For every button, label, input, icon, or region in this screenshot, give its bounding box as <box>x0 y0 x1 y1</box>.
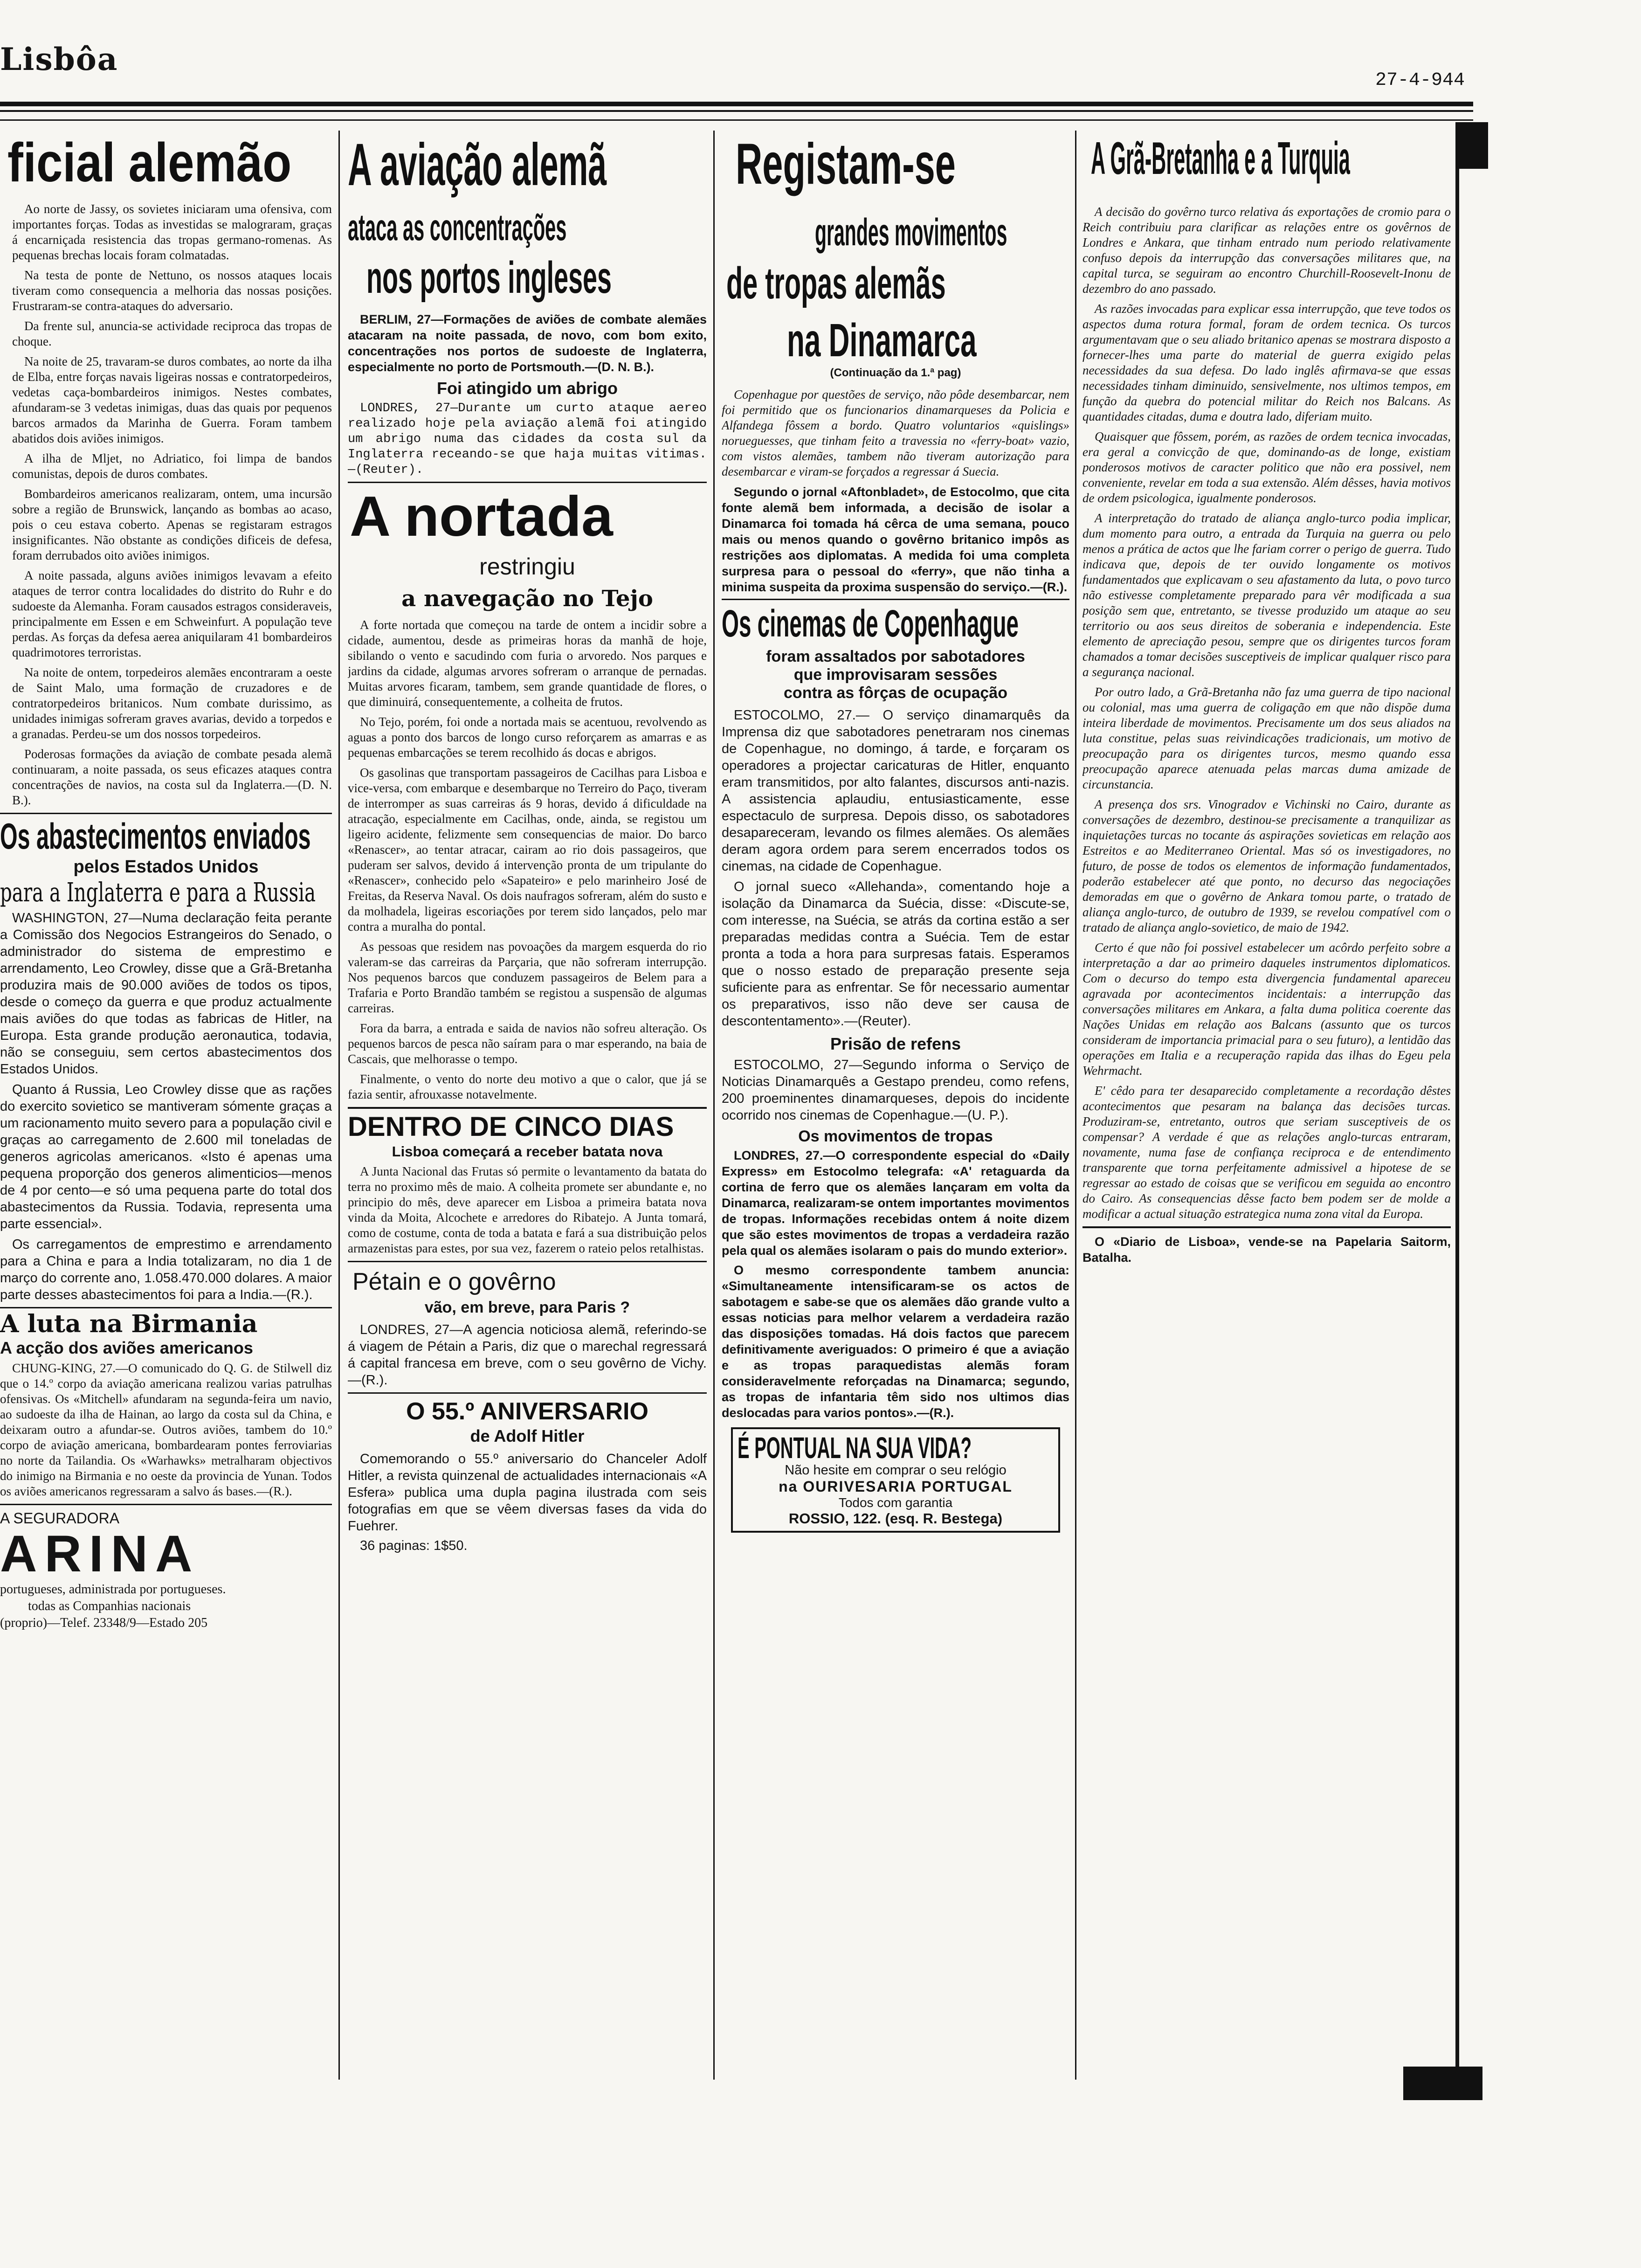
gra-bretanha-paragraph: Certo é que não foi possivel estabelecer um acôrdo perfeito sobre a interpretação a dar ao primeiro daqueles instrumentos diplomaticos. Com o decurso do tempo esta divergencia fundamental apareceu agravada por acontecimentos incidentais: a interrupção das conversações militares em Ankara, a falta duma politica coerente das Nações Unidas em relação aos Balcans (assunto que os turcos consideram de importancia primacial para o seu futuro), a lentidão das operações em Italia e a recuperação rapida das ilhas do Egeu pela Wehrmacht. <box>1083 940 1451 1078</box>
aviacao-subheading-2: nos portos ingleses <box>366 253 612 303</box>
ourivesaria-ad-line4: ROSSIO, 122. (esq. R. Bestega) <box>788 1510 1003 1527</box>
gra-bretanha-headline: A Grã-Bretanha e a Turquia <box>1091 135 1350 184</box>
col2-divider-4 <box>348 1392 707 1394</box>
nortada-paragraph: As pessoas que residem nas povoações da margem esquerda do rio valeram-se das carreiras da Parçaria, que não sofreram interrupção. Nos pequenos barcos que conduzem passageiros de Belem para a Trafaria e Porto Brandão também se registou a suspensão de algumas carreiras. <box>348 940 707 1015</box>
col1-paragraph: Poderosas formações da aviação de combate pesada alemã continuaram, a noite passada, os seus eficazes ataques contra concentrações de navios, na costa sul da Inglaterra.—(D. N. B.). <box>12 747 332 807</box>
birmania-subheading: A acção dos aviões americanos <box>0 1338 253 1357</box>
seguradora-ad <box>0 1510 332 1632</box>
cinemas-subheading-1: foram assaltados por sabotadores <box>766 648 1025 665</box>
movimentos-paragraph: LONDRES, 27.—O correspondente especial do «Daily Express» em Estocolmo telegrafa: «A' retaguarda da cortina de ferro que os alemães lançaram em volta da Dinamarca, realizaram-se ontem importantes movimentos de tropas. Informações recebidas ontem á noite dizem que são estes movimentos de tropas a verdadeira razão pela qual os alemães isolaram o pais do mundo exterior». <box>722 1148 1069 1258</box>
ourivesaria-ad <box>731 1427 1060 1533</box>
col1-divider-3 <box>0 1504 332 1505</box>
cinemas-headline: Os cinemas de Copenhague <box>722 602 1019 645</box>
column-rule-1 <box>338 131 340 2080</box>
col2-divider-1 <box>348 482 707 483</box>
aniversario-price: 36 paginas: 1$50. <box>360 1538 468 1553</box>
aniversario-paragraph: Comemorando o 55.º aniversario do Chanceler Adolf Hitler, a revista quinzenal de actualidades internacionais «A Esfera» publica uma dupla pagina ilustrada com seis fotografias em que se vêem diversas fases da vida do Fuehrer. <box>348 1452 707 1534</box>
aviacao-headline: A aviação alemã <box>348 135 607 198</box>
nortada-subheading-1: restringiu <box>479 553 575 580</box>
gra-bretanha-paragraph: A presença dos srs. Vinogradov e Vichinski no Cairo, durante as conversações de dezembro, destinou-se precisamente a tranquilizar as inquietações turcas no tocante ás aspirações sovieticas em relação aos Estreitos e ao Mediterraneo Oriental. Mas só os investigadores, no futuro, de posse de todos os elementos de informação fundamentados, poderão estabelecer até que ponto, no decurso das negociações demoradas em que o govêrno de Ankara tomou parte, o tratado de aliança anglo-turco, de outubro de 1939, se revelou compatível com o tratado de aliança anglo-sovietico, de maio de 1942. <box>1083 797 1451 934</box>
seguradora-ad-line4: (proprio)—Telef. 23348/9—Estado 205 <box>0 1615 208 1630</box>
cinco-dias-headline: DENTRO DE CINCO DIAS <box>348 1112 674 1142</box>
aviacao-subheading-1: ataca as concentrações <box>348 207 567 248</box>
petain-subheading: vão, em breve, para Paris ? <box>424 1299 630 1316</box>
cinemas-paragraph: ESTOCOLMO, 27.— O serviço dinamarquês da Imprensa diz que sabotadores penetraram nos cinemas de Copenhague, no domingo, á tarde, e forçaram os operadores a projectar caricaturas de Hitler, enquanto eram transmitidos, por alto falantes, discursos anti-nazis. A assistencia aplaudiu, entusiasticamente, esse espectaculo de surpresa. Depois disso, os sabotadores desapareceram, levando os filmes alemães. Os alemães deram agora ordem para serem encerrados todos os cinemas, na cidade de Copenhague. <box>722 708 1069 874</box>
col2-divider-3 <box>348 1261 707 1262</box>
column-3 <box>722 135 1069 2080</box>
cinco-dias-subheading: Lisboa começará a receber batata nova <box>392 1143 663 1160</box>
aviacao-lead: BERLIM, 27—Formações de aviões de combate alemães atacaram na noite passada, de novo, com bom exito, concentrações nos portos de sudoeste de Inglaterra, especialmente no porto de Portsmouth.—(D. N. B.). <box>348 312 707 374</box>
col1-paragraph: Na testa de ponte de Nettuno, os nossos ataques locais tiveram como consequencia a melhoria das nossas posições. Frustraram-se contra-ataques do adversario. <box>12 268 332 313</box>
registam-continuation: (Continuação da 1.ª pag) <box>830 366 961 379</box>
col1-paragraph: Na noite de ontem, torpedeiros alemães encontraram a oeste de Saint Malo, uma formação de cruzadores e de contratorpedeiros britanicos. Num combate durissimo, as unidades inimigas sofreram graves avarias, devido a torpedos e a granadas. Perdeu-se um dos nossos torpedeiros. <box>12 665 332 741</box>
petain-paragraph: LONDRES, 27—A agencia noticiosa alemã, referindo-se á viagem de Pétain a Paris, diz que o marechal regressará á capital francesa em breve, com o seu govêrno de Vichy.—(R.). <box>348 1322 707 1388</box>
col1-paragraph: A ilha de Mljet, no Adriatico, foi limpa de bandos comunistas, depois de duros combates. <box>12 451 332 481</box>
col1-paragraph: Na noite de 25, travaram-se duros combates, ao norte da ilha de Elba, entre forças navais ligeiras nossas e contratorpedeiros, vedetas caça-bombardeiros inimigos. Nestes combates, afundaram-se 3 vedetas inimigas, duas das quais por pequenos barcos armados da Marinha de Guerra. Foram tambem abatidos dois aviões inimigos. <box>12 354 332 445</box>
column-2 <box>348 135 707 2080</box>
right-border-line <box>1455 169 1459 2067</box>
col1-paragraph: A noite passada, alguns aviões inimigos levavam a efeito ataques de terror contra localidades do distrito do Ruhr e do sudoeste da Alemanha. Foram causados estragos consideraveis, principalmente em Essen e em Schweinfurt. A população teve perdas. As forças da defesa aerea aniquilaram 41 bombardeiros quadrimotores terroristas. <box>12 568 332 659</box>
gra-bretanha-paragraph: E' cêdo para ter desaparecido completamente a recordação dêstes acontecimentos que pesaram na balança das decisões turcas. Produziram-se, entretanto, outros que seriam susceptiveis de os compensar? A verdade é que as relações anglo-turcas entraram, novamente, numa fase de confiança reciproca e de entendimento transparente que torna perfeitamente admissivel a hipotese de se regressar ao estado de coisas que se verificou em seguida ao encontro do Cairo. As consequencias dêsse facto bem podem ser de molde a modificar a actual situação estrategica numa zona vital da Europa. <box>1083 1084 1451 1221</box>
nortada-subheading-2: a navegação no Tejo <box>401 586 653 612</box>
column-rule-3 <box>1075 131 1076 2080</box>
gra-bretanha-paragraph: As razões invocadas para explicar essa interrupção, que teve todos os aspectos duma rotura formal, foram de ordem tecnica. Os turcos argumentavam que o seu aliado britanico apenas se mostrara disposto a fornecer-lhes uma parte do material de guerra exigido pelas necessidades da sua defesa. Do lado inglês afirmava-se que essas necessidades tinham diminuido, sensivelmente, nos ultimos tempos, em função da quebra do potencial militar do Reich nos Balcans. As quantidades citadas, duma e doutra lado, diferiam muito. <box>1083 302 1451 423</box>
col1-paragraph: Ao norte de Jassy, os sovietes iniciaram uma ofensiva, com importantes forças. Todas as investidas se malograram, graças á encarniçada resistencia das tropas germano-romenas. As pequenas brechas locais foram colmatadas. <box>12 202 332 262</box>
column-4 <box>1083 135 1451 2080</box>
aviacao-subheading-3: Foi atingido um abrigo <box>437 379 618 398</box>
abast-paragraph: Os carregamentos de emprestimo e arrendamento para a China e para a India totalizaram, no dia 1 de março do corrente ano, 1.058.470.000 dolares. A maior parte desses abastecimentos foi para a India.—(R.). <box>0 1237 332 1302</box>
registam-headline: Registam-se <box>736 135 956 196</box>
registam-subheading-2: de tropas alemãs <box>726 258 946 308</box>
abast-subheading-1: pelos Estados Unidos <box>73 857 259 877</box>
abast-headline: Os abastecimentos enviados <box>0 816 311 857</box>
seguradora-ad-line1: A SEGURADORA <box>0 1510 120 1527</box>
nortada-paragraph: Os gasolinas que transportam passageiros de Cacilhas para Lisboa e vice-versa, com embarque e desembarque no Terreiro do Paço, tiveram de interromper as suas carreiras ás 9 horas, devido á dificuldade na atracação, especialmente em Cacilhas, onde, ainda, se registou um ligeiro acidente, felizmente sem consequencias de maior. Do barco «Renascer», ao tentar atracar, cairam ao rio dois passageiros, que puderam ser salvos, devido á intervenção pronta de um tripulante do «Renascer», conhecido pelo «Sapateiro» e pelo marinheiro José de Freitas, da Reserva Naval. Os dois naufragos sofreram, além do susto e da molhadela, ligeiras escoriações por terem sido lançados, pelo mar contra a muralha do pontal. <box>348 766 707 933</box>
nortada-paragraph: A forte nortada que começou na tarde de ontem a incidir sobre a cidade, aumentou, desde as primeiras horas da manhã de hoje, sibilando o vento e sacudindo com furia o arvoredo. Nos parques e jardins da cidade, algumas arvores sofreram o arranque de pernadas. Muitas arvores ficaram, tambem, sem grande quantidade de flores, o que diminuirá, consequentemente, a colheita de frutos. <box>348 618 707 709</box>
column-rule-2 <box>713 131 715 2080</box>
masthead-paper-name: Lisbôa <box>0 41 118 77</box>
col1-divider-1 <box>0 813 332 814</box>
registam-subheading-1: grandes movimentos <box>815 211 1007 254</box>
col1-divider-2 <box>0 1307 332 1308</box>
col1-headline: ficial alemão <box>7 135 292 194</box>
ourivesaria-ad-line3: Todos com garantia <box>838 1495 953 1510</box>
col4-divider <box>1083 1226 1451 1228</box>
cinemas-subheading-2: que improvisaram sessões <box>793 666 998 684</box>
refens-headline: Prisão de refens <box>830 1034 961 1053</box>
masthead-rule-thin <box>0 110 1473 112</box>
aviacao-paragraph: LONDRES, 27—Durante um curto ataque aereo realizado hoje pela aviação alemã foi atingido um abrigo numa das cidades da costa sul da Inglaterra receando-se que haja muitas vitimas.—(Reuter). <box>348 401 707 477</box>
abast-article <box>0 910 332 1303</box>
col1-article <box>0 201 332 808</box>
masthead-rule-thick <box>0 102 1473 106</box>
refens-paragraph: ESTOCOLMO, 27—Segundo informa o Serviço de Noticias Dinamarquês a Gestapo prendeu, como refens, 200 proeminentes dinamarqueses, depois do incidente ocorrido nos cinemas de Copenhague.—(U. P.). <box>722 1058 1069 1123</box>
movimentos-headline: Os movimentos de tropas <box>798 1127 993 1145</box>
movimentos-paragraph-2: O mesmo correspondente tambem anuncia: «Simultaneamente intensificaram-se os actos de sabotagem e sabe-se que os alemães dão grande vulto a essas noticias para melhor velarem a verdadeira razão das disposições tomadas. Há dois factos que parecem definitivamente averiguados: O primeiro é que a aviação e as tropas paraquedistas alemãs foram consideravelmente reforçadas na Dinamarca; segundo, as tropas de infantaria têm sido nos ultimos dias deslocadas para varios pontos».—(R.). <box>722 1263 1069 1420</box>
ourivesaria-ad-headline: É PONTUAL NA SUA VIDA? <box>738 1431 972 1465</box>
col1-paragraph: Da frente sul, anuncia-se actividade reciproca das tropas de choque. <box>12 319 332 348</box>
aniversario-headline: O 55.º ANIVERSARIO <box>406 1398 648 1425</box>
gra-bretanha-paragraph: Quaisquer que fôssem, porém, as razões de ordem tecnica invocadas, era geral a convicção de que, dominando-as de longe, existiam ponderosos motivos de caracter politico que não era possivel, nem conveniente, revelar em toda a sua extensão. Além dêsses, havia motivos de ordem psicologica, igualmente ponderosos. <box>1083 429 1451 505</box>
cinemas-paragraph: O jornal sueco «Allehanda», comentando hoje a isolação da Dinamarca da Suécia, disse: «Discute-se, com interesse, na Suécia, se atrás da cortina estão a ser preparadas medidas contra a Suécia. Tem de estar pronta a toda a hora para surpresas fatais. Esperamos que o nosso estado de preparação presente seja suficiente para as enfrentar. Se fôr necessario aumentar os preparativos, isso não deve ser causa de descontentamento».—(Reuter). <box>722 879 1069 1029</box>
masthead-rule-lower <box>0 119 1473 121</box>
seguradora-ad-line3: todas as Companhias nacionais <box>28 1598 191 1613</box>
abast-paragraph: Quanto á Russia, Leo Crowley disse que as rações do exercito sovietico se mantiveram sómente graças a um racionamento muito severo para a população civil e graças ao carregamento de 2.600 mil toneladas de generos agricolas americanos. «Isto é apenas uma pequena proporção dos generos alimenticios—menos de 4 por cento—e só uma pequena parte do total dos abastecimentos da Russia. Todavia, representa uma parte essencial». <box>0 1082 332 1231</box>
sales-notice: O «Diario de Lisboa», vende-se na Papelaria Saitorm, Batalha. <box>1083 1235 1451 1265</box>
column-1 <box>0 135 332 2080</box>
abast-subheading-2: para a Inglaterra e para a Russia <box>0 878 316 908</box>
cinco-dias-paragraph: A Junta Nacional das Frutas só permite o levantamento da batata do terra no proximo mês de maio. A colheita promete ser abundante e, no principio do mês, deve aparecer em Lisboa a primeira batata nova vinda da Moita, Alcochete e arredores do Ribatejo. A Junta tomará, como de costume, conta de toda a batata e fará a sua distribuição pelos armazenistas para estes, por sua vez, fazerem o rateio pelos retalhistas. <box>348 1164 707 1255</box>
col3-divider-1 <box>722 599 1069 600</box>
right-edge-mark-top <box>1455 122 1488 169</box>
gra-bretanha-paragraph: Por outro lado, a Grã-Bretanha não faz uma guerra de tipo nacional ou colonial, mas uma guerra de coligação em que não dispõe duma inteira liberdade de movimentos. Precisamente um dos seus aliados na luta constitue, pelas suas reivindicações tradicionais, um motivo de preocupação para os dirigentes turcos, mesmo quando essa preocupação aparece atenuada pelas marcas duma amizade de circunstancia. <box>1083 685 1451 791</box>
nortada-paragraph: Fora da barra, a entrada e saida de navios não sofreu alteração. Os pequenos barcos de pesca não saíram para o mar esperando, na baia de Cascais, que melhorasse o tempo. <box>348 1021 707 1066</box>
registam-paragraph-bold: Segundo o jornal «Aftonbladet», de Estocolmo, que cita fonte alemã bem informada, a decisão de isolar a Dinamarca foi tomada há cêrca de uma semana, pouco mais ou menos quando o govêrno britanico impôs as restrições aos diplomatas. A medida foi uma completa surpresa para o pessoal do «ferry», que não tinha a minima suspeita da proxima suspensão do serviço.—(R.). <box>722 485 1069 594</box>
gra-bretanha-paragraph: A decisão do govêrno turco relativa ás exportações de cromio para o Reich contribuiu para clarificar as relações entre os govêrnos de Londres e Ankara, que tinham entrado num periodo relativamente confuso depois da interrupção das conversações militares que, na capital turca, se seguiram ao encontro Churchill-Roosevelt-Inonu de dezembro do ano passado. <box>1083 205 1451 296</box>
birmania-headline: A luta na Birmania <box>0 1310 258 1338</box>
ourivesaria-ad-line2: na OURIVESARIA PORTUGAL <box>779 1478 1013 1495</box>
cinemas-subheading-3: contra as fôrças de ocupação <box>784 684 1007 702</box>
nortada-paragraph: No Tejo, porém, foi onde a nortada mais se acentuou, revolvendo as aguas a ponto dos barcos de longo curso reforçarem as amarras e as pequenas embarcações se terem recolhido ás docas e abrigos. <box>348 715 707 760</box>
nortada-paragraph: Finalmente, o vento do norte deu motivo a que o calor, que já se fazia sentir, afrouxasse notavelmente. <box>348 1072 707 1101</box>
nortada-article <box>348 617 707 1102</box>
birmania-paragraph: CHUNG-KING, 27.—O comunicado do Q. G. de Stilwell diz que o 14.º corpo da aviação americana realizou varias patrulhas ofensivas. Os «Mitchell» afundaram na segunda-feira um navio, ao sudoeste da ilha de Hainan, ao largo da costa sul da China, e deixaram outro a afundar-se. Outros aviões, tambem do 10.º corpo de aviação americana, bombardearam pontes ferroviarias no norte da Tailandia. Os «Warhawks» metralharam objectivos do inimigo na Birmania e no oeste da provincia de Yunan. Todos os aviões americanos regressaram a salvo ás bases.—(R.). <box>0 1361 332 1498</box>
gra-bretanha-paragraph: A interpretação do tratado de aliança anglo-turco podia implicar, dum momento para outro, a entrada da Turquia na guerra ou pelo menos a prática de actos que lhe fariam correr o perigo de guerra. Tudo indicava que, depois de ter ouvido longamente os motivos fundamentados que explicavam o seu afastamento da luta, o povo turco não estivesse completamente preparado para vêr modificada a sua posição sem que, entretanto, se tivesse produzido um ataque ao seu territorio ou aos seus direitos de soberania e independencia. Este elemento de apreciação pesou, sempre que os dirigentes turcos foram chamados a tomar decisões susceptiveis de implicar qualquer risco para a segurança nacional. <box>1083 511 1451 679</box>
masthead-date: 27-4-944 <box>1375 70 1465 91</box>
seguradora-ad-line2: portugueses, administrada por portugueses. <box>0 1582 226 1597</box>
registam-subheading-3: na Dinamarca <box>787 314 977 366</box>
petain-headline: Pétain e o govêrno <box>352 1268 556 1295</box>
col2-divider-2 <box>348 1107 707 1109</box>
ourivesaria-ad-line1: Não hesite em comprar o seu relógio <box>785 1463 1007 1478</box>
nortada-headline: A nortada <box>350 484 613 548</box>
seguradora-ad-name: ARINA <box>0 1525 200 1583</box>
gra-bretanha-article <box>1083 204 1451 1222</box>
col1-paragraph: Bombardeiros americanos realizaram, ontem, uma incursão sobre a região de Brunswick, lançando as bombas ao acaso, pois o ceu estava coberto. Apenas se registaram estragos insignificantes. Não obstante as condições dificeis de defesa, foram derrubados oito aviões inimigos. <box>12 487 332 562</box>
aniversario-subheading: de Adolf Hitler <box>470 1426 585 1445</box>
abast-paragraph: WASHINGTON, 27—Numa declaração feita perante a Comissão dos Negocios Estrangeiros do Senado, o administrador do sistema de emprestimo e arrendamento, Leo Crowley, disse que a Grã-Bretanha produzira mais de 90.000 aviões de todos os tipos, desde o começo da guerra e que produz actualmente mais aviões do que todas as fabricas de Hitler, na Europa. Esta grande produção aeronautica, todavia, não se conseguiu, sem certos abastecimentos dos Estados Unidos. <box>0 911 332 1077</box>
registam-paragraph-italic: Copenhague por questões de serviço, não pôde desembarcar, nem foi permitido que os funcionarios dinamarqueses da Policia e Alfandega fôssem a bordo. Quatro voluntarios «quislings» norueguesses, que tinham feito a travessia no «ferry-boat» vazio, com vistos alemães, tambem não tiveram autorização para desembarcar e viram-se forçados a regressar á Suecia. <box>722 387 1069 478</box>
